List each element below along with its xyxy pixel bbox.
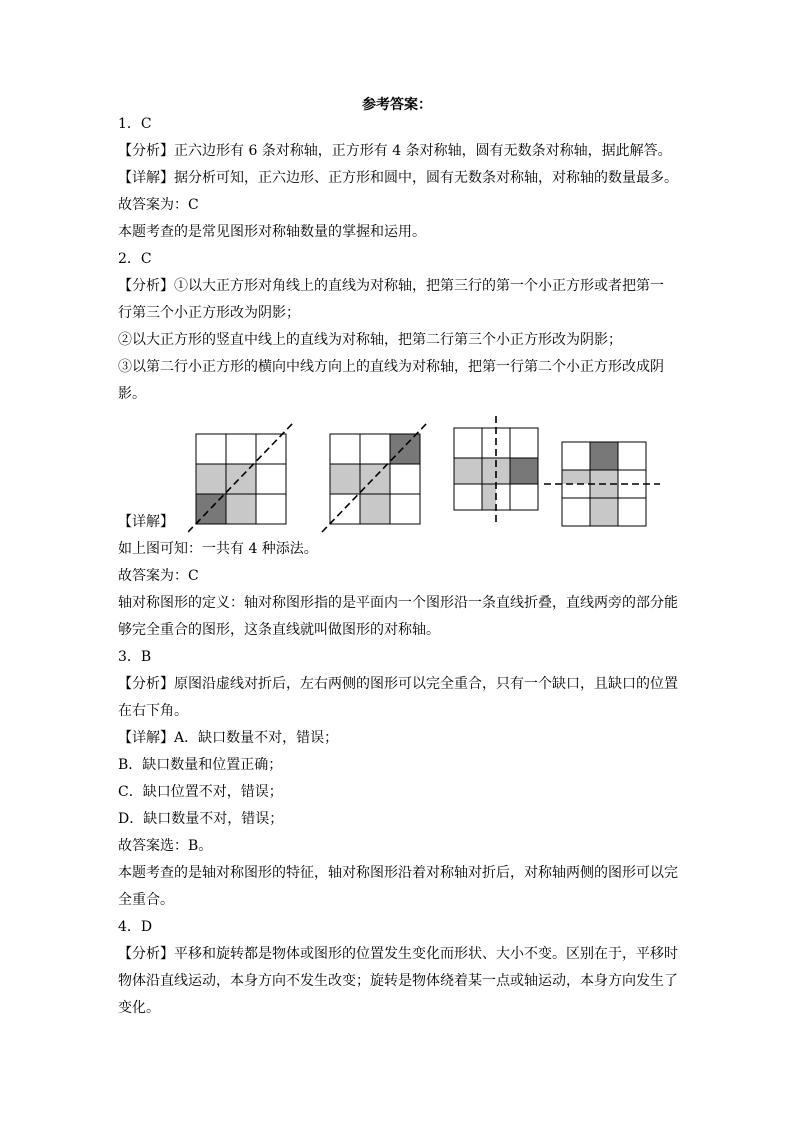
text-line: 【详解】A．缺口数量不对，错误； [118, 730, 339, 746]
text-line: 在右下角。 [118, 703, 188, 719]
text-line: C．缺口位置不对，错误； [118, 784, 283, 800]
text-line: 变化。 [118, 1000, 160, 1016]
text-line: 够完全重合的图形，这条直线就叫做图形的对称轴。 [118, 622, 440, 638]
text-line: 3．B [118, 649, 152, 665]
text-line: 故答案为：C [118, 568, 199, 584]
dark-cell [390, 434, 420, 464]
text-line: ②以大正方形的竖直中线上的直线为对称轴，把第二行第三个小正方形改为阴影； [118, 332, 622, 348]
text-line: 【详解】据分析可知，正六边形、正方形和圆中，圆有无数条对称轴，对称轴的数量最多。 [118, 170, 678, 186]
figure-2-grid [322, 422, 428, 532]
text-line: B．缺口数量和位置正确； [118, 757, 283, 773]
text-line: D．缺口数量不对，错误； [118, 811, 284, 827]
text-line: 1．C [118, 116, 152, 132]
light-cell [590, 498, 618, 526]
text-line: 本题考查的是常见图形对称轴数量的掌握和运用。 [118, 224, 426, 240]
text-line: 影。 [118, 386, 146, 402]
text-line: 【分析】原图沿虚线对折后，左右两侧的图形可以完全重合，只有一个缺口，且缺口的位置 [118, 676, 678, 692]
symmetry-figures [188, 412, 688, 536]
light-cell [330, 464, 360, 494]
light-cell [482, 484, 496, 510]
text-line: 本题考查的是轴对称图形的特征，轴对称图形沿着对称轴对折后，对称轴两侧的图形可以完 [118, 865, 678, 881]
light-cell [454, 458, 482, 484]
text-line: 【详解】 [118, 514, 174, 530]
text-line: 4．D [118, 919, 153, 935]
text-line: 【分析】①以大正方形对角线上的直线为对称轴，把第三行的第一个小正方形或者把第一 [118, 278, 664, 294]
page-title: 参考答案： [362, 97, 432, 113]
text-line: 故答案选：B。 [118, 838, 213, 854]
text-line: ③以第二行小正方形的横向中线方向上的直线为对称轴，把第一行第二个小正方形改成阴 [118, 359, 664, 375]
text-line: 如上图可知：一共有 4 种添法。 [118, 541, 318, 557]
text-line: 轴对称图形的定义：轴对称图形指的是平面内一个图形沿一条直线折叠，直线两旁的部分能 [118, 595, 678, 611]
text-line: 物体沿直线运动，本身方向不发生改变；旋转是物体绕着某一点或轴运动，本身方向发生了 [118, 973, 678, 989]
text-line: 故答案为：C [118, 197, 199, 213]
dark-cell [510, 458, 538, 484]
light-cell [360, 494, 390, 524]
text-line: 行第三个小正方形改为阴影； [118, 305, 300, 321]
figure-1-grid [188, 422, 294, 532]
light-cell [226, 494, 256, 524]
text-line: 全重合。 [118, 892, 174, 908]
light-cell [562, 470, 590, 484]
text-line: 【分析】平移和旋转都是物体或图形的位置发生变化而形状、大小不变。区别在于，平移时 [118, 946, 678, 962]
text-line: 【分析】正六边形有 6 条对称轴，正方形有 4 条对称轴，圆有无数条对称轴，据此解答。 [118, 143, 672, 159]
light-cell [226, 464, 256, 494]
figure-3-grid [454, 416, 538, 526]
light-cell [196, 464, 226, 494]
text-line: 2．C [118, 251, 152, 267]
light-cell [360, 464, 390, 494]
dark-cell [590, 442, 618, 470]
figure-4-grid [544, 442, 660, 526]
